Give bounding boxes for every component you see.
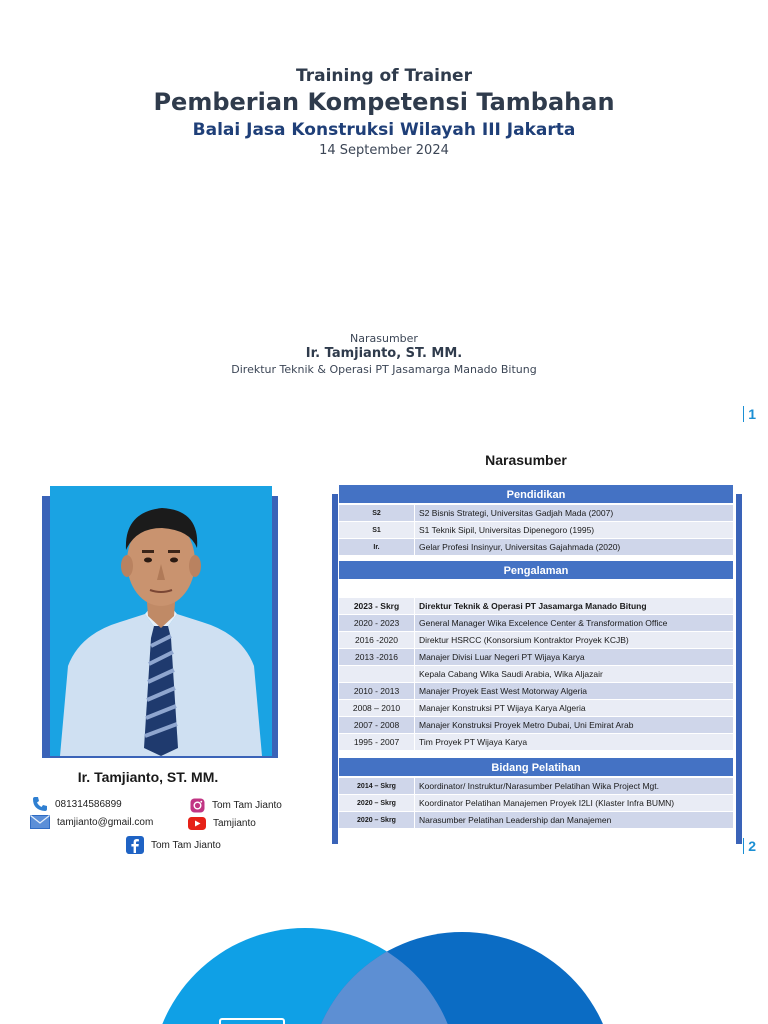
pengalaman-description: General Manager Wika Excelence Center & Transformation Office — [415, 615, 734, 632]
pengalaman-description: Manajer Divisi Luar Negeri PT Wijaya Karya — [415, 649, 734, 666]
phone-number: 081314586899 — [55, 798, 122, 810]
pengalaman-period: 2010 - 2013 — [339, 683, 415, 700]
speaker-role: Narasumber — [350, 332, 418, 345]
mail-icon — [30, 815, 50, 829]
pengalaman-row — [339, 598, 734, 615]
pengalaman-row — [339, 581, 734, 598]
contact-phone — [32, 796, 122, 812]
page-number — [743, 406, 756, 422]
pengalaman-row — [339, 615, 734, 632]
pendidikan-row — [339, 505, 734, 522]
speaker-photo-frame — [42, 486, 278, 758]
section-pendidikan-title: Pendidikan — [338, 484, 734, 504]
cv-frame-right — [736, 494, 742, 844]
pelatihan-period: 2020 – Skrg — [339, 795, 415, 812]
pendidikan-period: Ir. — [339, 539, 415, 556]
cv-panel — [332, 484, 742, 852]
pelatihan-description: Koordinator Pelatihan Manajemen Proyek I2LI (Klaster Infra BUMN) — [415, 795, 734, 812]
instagram-handle: Tom Tam Jianto — [212, 800, 282, 811]
speaker-name: Ir. Tamjianto, ST. MM. — [305, 346, 463, 361]
pengalaman-description: Direktur HSRCC (Konsorsium Kontraktor Proyek KCJB) — [415, 632, 734, 649]
training-title: Pemberian Kompetensi Tambahan — [153, 88, 615, 116]
pengalaman-row — [339, 683, 734, 700]
instagram-icon — [190, 798, 205, 813]
speaker-photo — [50, 486, 272, 756]
contact-facebook — [126, 836, 221, 854]
pelatihan-period: 2020 – Skrg — [339, 812, 415, 829]
pengalaman-period: 2016 -2020 — [339, 632, 415, 649]
contact-youtube — [188, 817, 256, 830]
pengalaman-period: 2020 - 2023 — [339, 615, 415, 632]
pengalaman-period: 2008 – 2010 — [339, 700, 415, 717]
page-number — [743, 838, 756, 854]
section-pelatihan-title: Bidang Pelatihan — [338, 757, 734, 777]
page-number-value: 1 — [748, 406, 756, 422]
cv-content — [338, 484, 734, 829]
slide-venn-diagram — [0, 864, 768, 1024]
pengalaman-period — [339, 666, 415, 683]
pendidikan-table — [338, 504, 734, 556]
pengalaman-row — [339, 734, 734, 751]
pengalaman-description: Manajer Proyek East West Motorway Algeria — [415, 683, 734, 700]
speaker-position: Direktur Teknik & Operasi PT Jasamarga Manado Bitung — [231, 363, 537, 376]
pendidikan-row — [339, 539, 734, 556]
contact-email — [30, 815, 153, 829]
youtube-icon — [188, 817, 206, 830]
pelatihan-row — [339, 778, 734, 795]
pengalaman-description: Direktur Teknik & Operasi PT Jasamarga Manado Bitung — [415, 598, 734, 615]
pendidikan-description: S2 Bisnis Strategi, Universitas Gadjah Mada (2007) — [415, 505, 734, 522]
training-subtitle: Training of Trainer — [296, 66, 472, 86]
venn-circles — [0, 864, 768, 1024]
pengalaman-period: 1995 - 2007 — [339, 734, 415, 751]
slide-speaker-profile — [0, 432, 768, 864]
pendidikan-row — [339, 522, 734, 539]
pengalaman-description: Kepala Cabang Wika Saudi Arabia, Wika Aljazair — [415, 666, 734, 683]
pelatihan-period: 2014 – Skrg — [339, 778, 415, 795]
pendidikan-description: Gelar Profesi Insinyur, Universitas Gajahmada (2020) — [415, 539, 734, 556]
contact-instagram — [190, 798, 282, 813]
pendidikan-period: S1 — [339, 522, 415, 539]
pengalaman-period — [339, 581, 415, 598]
pengalaman-row — [339, 717, 734, 734]
slide-heading: Narasumber — [485, 452, 567, 468]
training-date: 14 September 2024 — [319, 143, 449, 158]
youtube-channel: Tamjianto — [213, 818, 256, 829]
pengalaman-period: 2023 - Skrg — [339, 598, 415, 615]
section-pengalaman-title: Pengalaman — [338, 560, 734, 580]
facebook-name: Tom Tam Jianto — [151, 839, 221, 851]
pendidikan-period: S2 — [339, 505, 415, 522]
pengalaman-period: 2013 -2016 — [339, 649, 415, 666]
pengalaman-table — [338, 580, 734, 751]
training-place: Balai Jasa Konstruksi Wilayah III Jakarta — [192, 120, 576, 140]
pengalaman-description: Manajer Konstruksi PT Wijaya Karya Algeria — [415, 700, 734, 717]
pelatihan-row — [339, 812, 734, 829]
pengalaman-row — [339, 649, 734, 666]
page-number-value: 2 — [748, 838, 756, 854]
pendidikan-description: S1 Teknik Sipil, Universitas Dipenegoro (1995) — [415, 522, 734, 539]
pelatihan-row — [339, 795, 734, 812]
phone-icon — [32, 796, 48, 812]
pengalaman-description: Manajer Konstruksi Proyek Metro Dubai, Uni Emirat Arab — [415, 717, 734, 734]
pengalaman-description: Tim Proyek PT Wijaya Karya — [415, 734, 734, 751]
pengalaman-period: 2007 - 2008 — [339, 717, 415, 734]
pengalaman-description — [415, 581, 734, 598]
pelatihan-description: Koordinator/ Instruktur/Narasumber Pelatihan Wika Project Mgt. — [415, 778, 734, 795]
slide-title — [0, 0, 768, 432]
pelatihan-table — [338, 777, 734, 829]
person-name: Ir. Tamjianto, ST. MM. — [77, 769, 219, 785]
page-number-bar — [743, 406, 745, 422]
page-number-bar — [743, 838, 745, 854]
pengalaman-row — [339, 632, 734, 649]
pengalaman-row — [339, 700, 734, 717]
email-address: tamjianto@gmail.com — [57, 816, 154, 828]
pelatihan-description: Narasumber Pelatihan Leadership dan Manajemen — [415, 812, 734, 829]
pengalaman-row — [339, 666, 734, 683]
facebook-icon — [126, 836, 144, 854]
